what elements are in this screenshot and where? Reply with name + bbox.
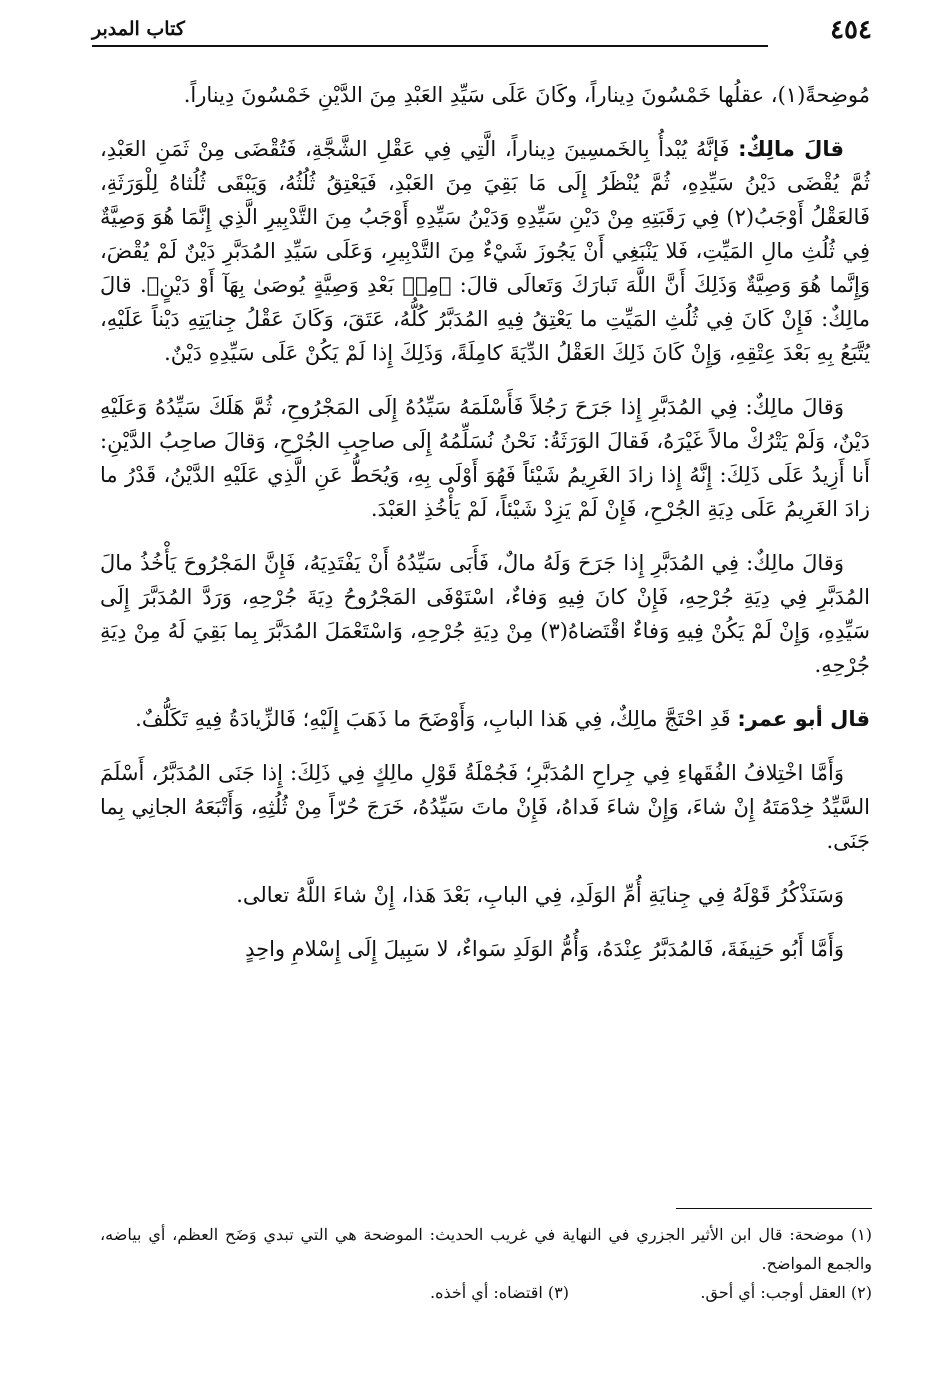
footnote-row [100,1278,872,1307]
paragraph [100,390,870,526]
footnote-1: (١) موضحة: قال ابن الأثير الجزري في النهاية في غريب الحديث: الموضحة هي التي تبدي وَضَح العظم، أي بياضه، والجمع المواضح. [100,1225,872,1273]
paragraph-text: وَسَنَذْكُرُ قَوْلَهُ فِي جِنايَةِ أُمِّ الوَلَدِ، فِي البابِ، بَعْدَ هَذا، إِنْ شاءَ اللَّهُ تعالى. [236,883,844,907]
paragraph [100,78,870,112]
paragraph-lead: قال أبو عمر: [737,707,870,731]
paragraph-text: مُوضِحةً(١)، عقلُها خَمْسُونَ دِيناراً، وكَانَ عَلَى سَيِّدِ العَبْدِ مِنَ الدَّيْنِ خَمْسُونَ دِيناراً. [183,83,870,107]
paragraph-text: وَأَمَّا اخْتِلافُ الفُقَهاءِ فِي جِراحِ المُدَبَّرِ؛ فَجُمْلَةُ قَوْلِ مالِكٍ فِي ذَلِكَ: إِذا جَنَى المُدَبَّرُ، أَسْلَمَ السَّيِّدُ خِدْمَتَهُ إِنْ شاءَ، وَإِنْ شاءَ فَداهُ، فَإِنْ ماتَ سَيِّدُهُ، خَرَجَ حُرّاً مِنْ ثُلُثِهِ، وَأَتْبَعَهُ الجانِي بِما جَنَى. [100,761,870,853]
paragraph-lead: وَقالَ مالِكٌ: [745,395,844,419]
paragraph [100,756,870,858]
paragraph-lead: قالَ مالِكٌ: [738,137,844,161]
paragraph [100,932,870,966]
page-number: ٤٥٤ [830,15,872,45]
paragraph-text: فِي المُدَبَّرِ إِذا جَرَحَ وَلَهُ مالٌ، فَأَبَى سَيِّدُهُ أَنْ يَفْتَدِيَهُ، فَإِنَّ المَجْرُوحَ يَأْخُذُ مالَ المُدَبَّرِ فِي دِيَةِ جُرْحِهِ، فَإِنْ كانَ فِيهِ وَفاءٌ، اسْتَوْفَى المَجْرُوحُ دِيَةَ جُرْحِهِ، وَرَدَّ المُدَبَّرَ إِلَى سَيِّدِهِ، وَإِنْ لَمْ يَكُنْ فِيهِ وَفاءٌ اقْتَضاهُ(٣) مِنْ دِيَةِ جُرْحِهِ، وَاسْتَعْمَلَ المُدَبَّرَ بِما بَقِيَ لَهُ مِنْ دِيَةِ جُرْحِهِ. [100,551,870,677]
paragraph-text: فِي المُدَبَّرِ إِذا جَرَحَ رَجُلاً فَأَسْلَمَهُ سَيِّدُهُ إِلَى المَجْرُوحِ، ثُمَّ هَلَكَ سَيِّدُهُ وَعَلَيْهِ دَيْنٌ، وَلَمْ يَتْرُكْ مالاً غَيْرَهُ، فَقالَ الوَرَثَةُ: نَحْنُ نُسَلِّمُهُ إِلَى صاحِبِ الجُرْحِ، وَقالَ صاحِبُ الدَّيْنِ: أَنا أَزِيدُ عَلَى ذَلِكَ: إِنَّهُ إِذا زادَ الغَرِيمُ شَيْئاً فَهُوَ أَوْلَى بِهِ، وَيُحَطُّ عَنِ الَّذِي عَلَيْهِ الدَّيْنُ، قَدْرُ ما زادَ الغَرِيمُ عَلَى دِيَةِ الجُرْحِ، فَإِنْ لَمْ يَزِدْ شَيْئاً، لَمْ يَأْخُذِ العَبْدَ. [100,395,870,521]
paragraph-text: قَدِ احْتَجَّ مالِكٌ، فِي هَذا البابِ، وَأَوْضَحَ ما ذَهَبَ إِلَيْهِ؛ فَالزِّيادَةُ فِيهِ تَكَلُّفٌ. [135,707,731,731]
paragraph [100,546,870,682]
footnote-3: (٣) اقتضاه: أي أخذه. [430,1283,569,1302]
footnote-rule [676,1208,872,1209]
paragraph [100,702,870,736]
footnotes [100,1220,872,1307]
paragraph [100,132,870,370]
paragraph-text: فَإنَّهُ يُبْدأُ بِالخَمسِينَ دِيناراً، الَّتِي فِي عَقْلِ الشَّجَّةِ، فَتُقْضَى مِنْ ثَمَنِ العَبْدِ، ثُمَّ يُقْضَى دَيْنُ سَيِّدِهِ، ثُمَّ يُنْظَرُ إِلَى مَا بَقِيَ مِنَ العَبْدِ، فَيَعْتِقُ ثُلُثُهُ، وَيَبْقَى ثُلُثاهُ لِلْوَرَثَةِ، فَالعَقْلُ أَوْجَبُ(٢) فِي رَقَبَتِهِ مِنْ دَيْنِ سَيِّدِهِ وَدَيْنُ سَيِّدِهِ أَوْجَبُ مِنَ التَّدْبِيرِ الَّذِي إِنَّمَا هُوَ وَصِيَّةٌ فِي ثُلُثِ مالِ المَيِّتِ، فَلا يَنْبَغِي أَنْ يَجُوزَ شَيْءٌ مِنَ التَّدْبِيرِ، وَعَلَى سَيِّدِ المُدَبَّرِ دَيْنٌ لَمْ يُقْضَ، وَإِنَّما هُوَ وَصِيَّةٌ وَذَلِكَ أَنَّ اللَّهَ تَبارَكَ وَتَعالَى قالَ: ﴿مِنۢ بَعْدِ وَصِيَّةٍ يُوصَىٰ بِهَآ أَوْ دَيْنٍ﴾. قالَ مالِكٌ: فَإِنْ كَانَ فِي ثُلُثِ المَيِّتِ ما يَعْتِقُ فِيهِ المُدَبَّرُ كُلُّهُ، عَتَقَ، وَكَانَ عَقْلُ جِنايَتِهِ دَيْناً عَلَيْهِ، يُتَّبَعُ بِهِ بَعْدَ عِتْقِهِ، وَإِنْ كَانَ ذَلِكَ العَقْلُ الدِّيَةَ كامِلَةً، وَذَلِكَ إِذا لَمْ يَكُنْ عَلَى سَيِّدِهِ دَيْنٌ. [100,137,870,365]
paragraph [100,878,870,912]
running-title: كتاب المدبر [92,18,185,40]
page-header [92,12,872,48]
main-text [100,78,870,986]
paragraph-lead: وَقالَ مالِكٌ: [746,551,844,575]
header-rule [92,45,768,47]
footnote-2: (٢) العقل أوجب: أي أحق. [700,1283,872,1302]
paragraph-text: وَأَمَّا أَبُو حَنِيفَةَ، فَالمُدَبَّرُ عِنْدَهُ، وَأُمُّ الوَلَدِ سَواءٌ، لا سَبِيلَ إِلَى إِسْلامِ واحِدٍ [245,937,844,961]
